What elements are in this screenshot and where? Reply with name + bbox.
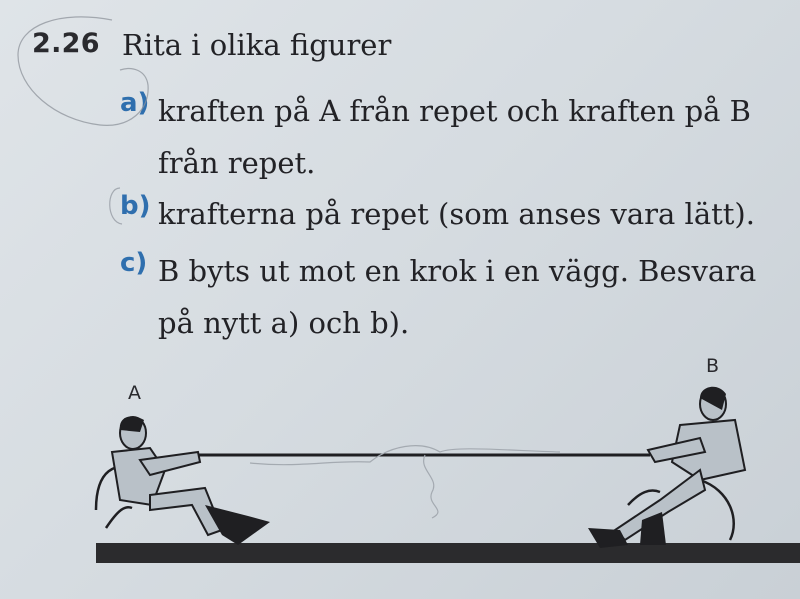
subquestion-letter: a) [120,88,150,118]
pencil-circle-annotation [18,17,148,125]
problem-title: Rita i olika figurer [122,28,392,62]
subquestion-letter: b) [120,191,151,221]
text-line: på nytt a) och b). [158,306,410,340]
person-a-figure [96,416,270,545]
text-line: kraften på A från repet och kraften på B [158,94,751,128]
text-line: från repet. [158,146,316,180]
subquestion-letter: c) [120,248,148,278]
person-b-figure [588,387,745,548]
text-line: B byts ut mot en krok i en vägg. Besvara [158,254,757,288]
pencil-sketch [424,455,438,518]
person-b-label: B [706,355,720,377]
problem-number: 2.26 [32,28,100,59]
person-a-label: A [128,382,141,404]
text-line: krafterna på repet (som anses vara lätt). [158,197,755,231]
pencil-circle-annotation [110,188,122,224]
